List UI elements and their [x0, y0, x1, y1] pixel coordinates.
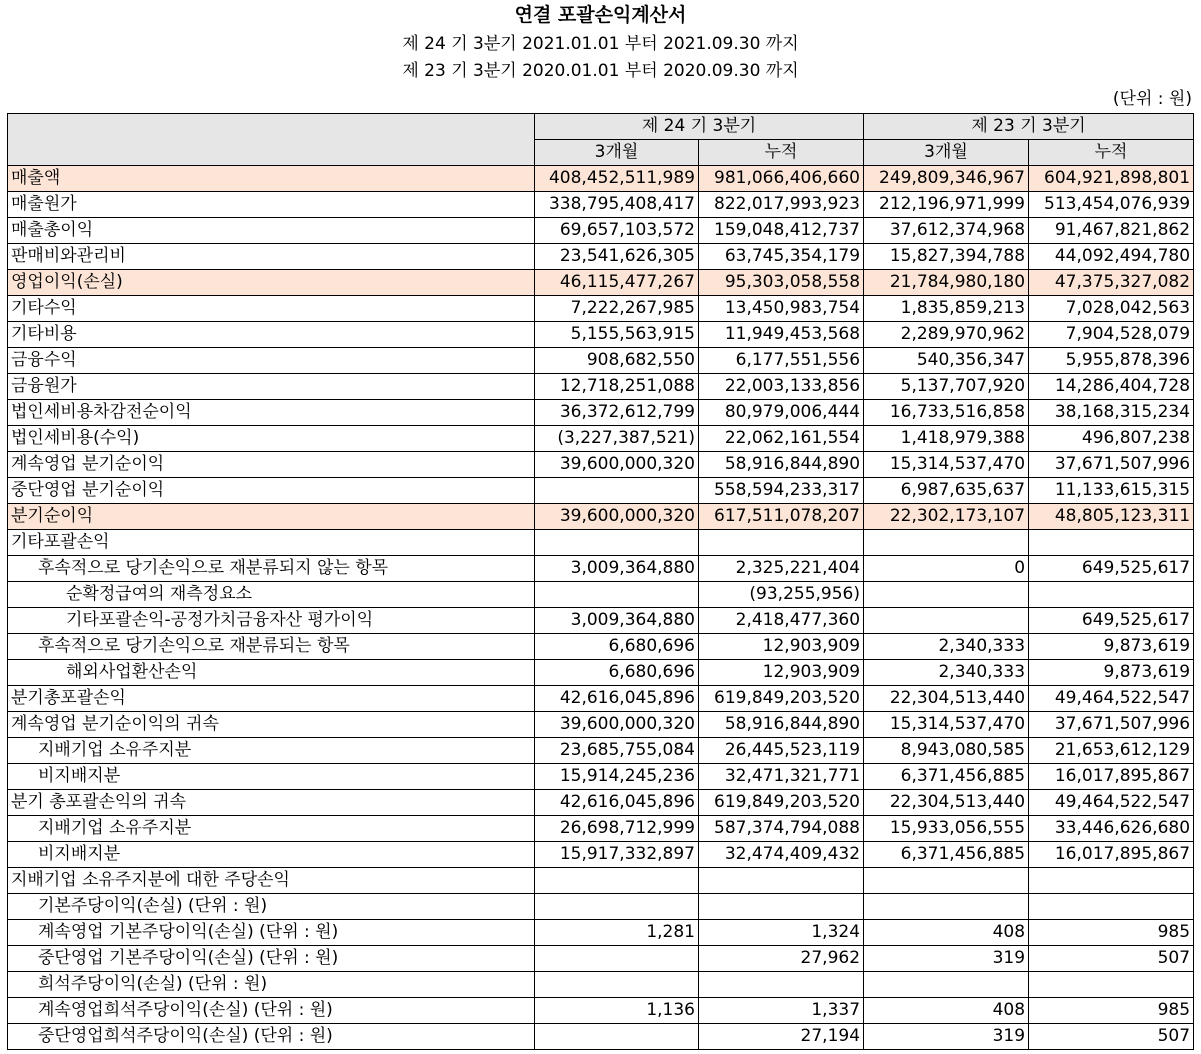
row-label: 중단영업 분기순이익 [8, 478, 535, 504]
row-value: 507 [1029, 1024, 1194, 1050]
row-value: 48,805,123,311 [1029, 504, 1194, 530]
row-label: 후속적으로 당기손익으로 재분류되는 항목 [8, 634, 535, 660]
row-value: 95,303,058,558 [699, 270, 864, 296]
row-value: 6,680,696 [535, 660, 699, 686]
row-value: 1,337 [699, 998, 864, 1024]
row-value: (3,227,387,521) [535, 426, 699, 452]
row-value [699, 972, 864, 998]
row-value: 11,133,615,315 [1029, 478, 1194, 504]
row-value [535, 478, 699, 504]
table-row [8, 790, 1194, 816]
row-value: 15,933,056,555 [864, 816, 1029, 842]
row-value: 587,374,794,088 [699, 816, 864, 842]
row-value: 21,653,612,129 [1029, 738, 1194, 764]
table-row [8, 686, 1194, 712]
row-value: 6,987,635,637 [864, 478, 1029, 504]
table-row [8, 738, 1194, 764]
row-label: 기타포괄손익-공정가치금융자산 평가이익 [8, 608, 535, 634]
table-row [8, 946, 1194, 972]
header-sub-prior-cumulative: 누적 [1029, 140, 1194, 166]
header-sub-prior-3m: 3개월 [864, 140, 1029, 166]
row-value: 38,168,315,234 [1029, 400, 1194, 426]
row-value: 15,914,245,236 [535, 764, 699, 790]
row-value [864, 608, 1029, 634]
row-value: 249,809,346,967 [864, 166, 1029, 192]
table-row [8, 218, 1194, 244]
row-value: 22,302,173,107 [864, 504, 1029, 530]
row-value: 3,009,364,880 [535, 556, 699, 582]
row-value: 15,827,394,788 [864, 244, 1029, 270]
row-value: 6,371,456,885 [864, 842, 1029, 868]
row-value: 617,511,078,207 [699, 504, 864, 530]
row-value: 16,017,895,867 [1029, 842, 1194, 868]
row-value: 319 [864, 1024, 1029, 1050]
table-row [8, 998, 1194, 1024]
row-value [535, 894, 699, 920]
row-value: 44,092,494,780 [1029, 244, 1194, 270]
table-row [8, 530, 1194, 556]
table-row [8, 920, 1194, 946]
row-value: 558,594,233,317 [699, 478, 864, 504]
header-blank [8, 114, 535, 166]
row-label: 금융수익 [8, 348, 535, 374]
row-value [699, 868, 864, 894]
row-label: 매출총이익 [8, 218, 535, 244]
row-label: 후속적으로 당기손익으로 재분류되지 않는 항목 [8, 556, 535, 582]
row-value: 1,324 [699, 920, 864, 946]
row-value: 22,062,161,554 [699, 426, 864, 452]
document-title: 연결 포괄손익계산서 [514, 4, 687, 26]
row-value [535, 582, 699, 608]
row-value: 5,955,878,396 [1029, 348, 1194, 374]
row-label: 영업이익(손실) [8, 270, 535, 296]
row-value [535, 530, 699, 556]
row-value: 5,137,707,920 [864, 374, 1029, 400]
row-value: 2,340,333 [864, 660, 1029, 686]
row-value: 22,003,133,856 [699, 374, 864, 400]
row-value: 7,904,528,079 [1029, 322, 1194, 348]
row-value: 985 [1029, 920, 1194, 946]
row-value: 39,600,000,320 [535, 712, 699, 738]
row-label: 비지배지분 [8, 842, 535, 868]
table-row [8, 764, 1194, 790]
row-value: 16,733,516,858 [864, 400, 1029, 426]
row-label: 기타수익 [8, 296, 535, 322]
header-row-period [8, 114, 1194, 140]
row-value: 26,698,712,999 [535, 816, 699, 842]
header-prior-period: 제 23 기 3분기 [864, 114, 1194, 140]
row-value: 981,066,406,660 [699, 166, 864, 192]
row-value: 47,375,327,082 [1029, 270, 1194, 296]
unit-note: (단위 : 원) [1112, 89, 1192, 109]
row-label: 지배기업 소유주지분 [8, 738, 535, 764]
row-value: 649,525,617 [1029, 556, 1194, 582]
row-label: 중단영업희석주당이익(손실) (단위 : 원) [8, 1024, 535, 1050]
row-value: 619,849,203,520 [699, 686, 864, 712]
table-row [8, 426, 1194, 452]
table-row [8, 556, 1194, 582]
table-row [8, 374, 1194, 400]
row-value: 985 [1029, 998, 1194, 1024]
row-value: 7,222,267,985 [535, 296, 699, 322]
row-value [864, 868, 1029, 894]
row-label: 분기순이익 [8, 504, 535, 530]
row-value: 27,962 [699, 946, 864, 972]
row-value: 27,194 [699, 1024, 864, 1050]
row-value: (93,255,956) [699, 582, 864, 608]
row-value [535, 1024, 699, 1050]
table-row [8, 296, 1194, 322]
row-value: 21,784,980,180 [864, 270, 1029, 296]
table-row [8, 1024, 1194, 1050]
row-value: 49,464,522,547 [1029, 686, 1194, 712]
row-value: 908,682,550 [535, 348, 699, 374]
row-label: 순확정급여의 재측정요소 [8, 582, 535, 608]
row-value: 2,325,221,404 [699, 556, 864, 582]
table-row [8, 504, 1194, 530]
row-value: 80,979,006,444 [699, 400, 864, 426]
row-value: 37,612,374,968 [864, 218, 1029, 244]
row-value: 513,454,076,939 [1029, 192, 1194, 218]
row-value: 39,600,000,320 [535, 504, 699, 530]
table-row [8, 244, 1194, 270]
table-row [8, 348, 1194, 374]
row-label: 기타비용 [8, 322, 535, 348]
row-label: 매출원가 [8, 192, 535, 218]
table-row [8, 868, 1194, 894]
row-value [699, 530, 864, 556]
table-row [8, 894, 1194, 920]
row-value: 2,340,333 [864, 634, 1029, 660]
row-value: 3,009,364,880 [535, 608, 699, 634]
row-value: 822,017,993,923 [699, 192, 864, 218]
row-label: 금융원가 [8, 374, 535, 400]
row-value [535, 972, 699, 998]
row-label: 희석주당이익(손실) (단위 : 원) [8, 972, 535, 998]
row-value: 408 [864, 998, 1029, 1024]
row-label: 비지배지분 [8, 764, 535, 790]
row-value: 649,525,617 [1029, 608, 1194, 634]
row-value [864, 972, 1029, 998]
row-value: 33,446,626,680 [1029, 816, 1194, 842]
row-value: 408 [864, 920, 1029, 946]
row-label: 지배기업 소유주지분에 대한 주당손익 [8, 868, 535, 894]
row-value: 91,467,821,862 [1029, 218, 1194, 244]
row-value: 9,873,619 [1029, 634, 1194, 660]
row-label: 매출액 [8, 166, 535, 192]
row-value: 0 [864, 556, 1029, 582]
row-value: 1,418,979,388 [864, 426, 1029, 452]
row-value: 604,921,898,801 [1029, 166, 1194, 192]
row-value: 37,671,507,996 [1029, 452, 1194, 478]
row-value: 6,177,551,556 [699, 348, 864, 374]
row-value: 58,916,844,890 [699, 452, 864, 478]
row-value: 6,371,456,885 [864, 764, 1029, 790]
row-value: 6,680,696 [535, 634, 699, 660]
row-value: 32,474,409,432 [699, 842, 864, 868]
row-value: 1,136 [535, 998, 699, 1024]
table-row [8, 842, 1194, 868]
row-value: 1,281 [535, 920, 699, 946]
row-value: 58,916,844,890 [699, 712, 864, 738]
table-row [8, 166, 1194, 192]
row-value: 14,286,404,728 [1029, 374, 1194, 400]
row-value: 23,541,626,305 [535, 244, 699, 270]
row-label: 기타포괄손익 [8, 530, 535, 556]
table-row [8, 582, 1194, 608]
table-row [8, 712, 1194, 738]
row-label: 지배기업 소유주지분 [8, 816, 535, 842]
row-value: 1,835,859,213 [864, 296, 1029, 322]
row-value [1029, 894, 1194, 920]
row-value: 159,048,412,737 [699, 218, 864, 244]
row-value: 49,464,522,547 [1029, 790, 1194, 816]
row-value: 12,903,909 [699, 634, 864, 660]
row-value: 540,356,347 [864, 348, 1029, 374]
row-value: 69,657,103,572 [535, 218, 699, 244]
row-value [535, 868, 699, 894]
row-value: 26,445,523,119 [699, 738, 864, 764]
row-value: 12,903,909 [699, 660, 864, 686]
row-label: 계속영업 분기순이익 [8, 452, 535, 478]
row-value: 7,028,042,563 [1029, 296, 1194, 322]
row-label: 계속영업 분기순이익의 귀속 [8, 712, 535, 738]
row-value: 338,795,408,417 [535, 192, 699, 218]
income-statement-table [7, 113, 1194, 1050]
row-value [699, 894, 864, 920]
table-row [8, 452, 1194, 478]
table-row [8, 816, 1194, 842]
row-value: 32,471,321,771 [699, 764, 864, 790]
row-value: 15,314,537,470 [864, 712, 1029, 738]
header-sub-current-cumulative: 누적 [699, 140, 864, 166]
table-row [8, 192, 1194, 218]
header-current-period: 제 24 기 3분기 [535, 114, 864, 140]
header-sub-current-3m: 3개월 [535, 140, 699, 166]
row-value: 9,873,619 [1029, 660, 1194, 686]
period-prior: 제 23 기 3분기 2020.01.01 부터 2020.09.30 까지 [402, 61, 799, 81]
row-value: 39,600,000,320 [535, 452, 699, 478]
period-current: 제 24 기 3분기 2021.01.01 부터 2021.09.30 까지 [402, 34, 799, 54]
row-label: 계속영업희석주당이익(손실) (단위 : 원) [8, 998, 535, 1024]
row-value [864, 582, 1029, 608]
row-value: 2,418,477,360 [699, 608, 864, 634]
row-label: 분기총포괄손익 [8, 686, 535, 712]
row-value: 23,685,755,084 [535, 738, 699, 764]
row-value: 2,289,970,962 [864, 322, 1029, 348]
row-value: 22,304,513,440 [864, 790, 1029, 816]
table-row [8, 972, 1194, 998]
row-value: 37,671,507,996 [1029, 712, 1194, 738]
row-value [1029, 972, 1194, 998]
row-value: 507 [1029, 946, 1194, 972]
row-value: 42,616,045,896 [535, 790, 699, 816]
row-value: 496,807,238 [1029, 426, 1194, 452]
row-label: 해외사업환산손익 [8, 660, 535, 686]
row-value: 22,304,513,440 [864, 686, 1029, 712]
table-row [8, 608, 1194, 634]
row-value: 42,616,045,896 [535, 686, 699, 712]
row-label: 법인세비용차감전순이익 [8, 400, 535, 426]
row-label: 계속영업 기본주당이익(손실) (단위 : 원) [8, 920, 535, 946]
row-value: 5,155,563,915 [535, 322, 699, 348]
table-row [8, 478, 1194, 504]
row-value: 36,372,612,799 [535, 400, 699, 426]
row-value: 16,017,895,867 [1029, 764, 1194, 790]
row-value [1029, 868, 1194, 894]
row-value: 319 [864, 946, 1029, 972]
row-value: 15,314,537,470 [864, 452, 1029, 478]
row-value [1029, 582, 1194, 608]
row-value [864, 530, 1029, 556]
row-value: 212,196,971,999 [864, 192, 1029, 218]
row-value: 408,452,511,989 [535, 166, 699, 192]
row-value: 619,849,203,520 [699, 790, 864, 816]
row-value: 8,943,080,585 [864, 738, 1029, 764]
row-label: 법인세비용(수익) [8, 426, 535, 452]
row-value [864, 894, 1029, 920]
table-row [8, 660, 1194, 686]
row-value [535, 946, 699, 972]
row-value: 15,917,332,897 [535, 842, 699, 868]
table-row [8, 270, 1194, 296]
row-value: 46,115,477,267 [535, 270, 699, 296]
row-value: 63,745,354,179 [699, 244, 864, 270]
row-label: 판매비와관리비 [8, 244, 535, 270]
row-label: 중단영업 기본주당이익(손실) (단위 : 원) [8, 946, 535, 972]
row-label: 기본주당이익(손실) (단위 : 원) [8, 894, 535, 920]
table-row [8, 634, 1194, 660]
table-row [8, 400, 1194, 426]
row-value: 13,450,983,754 [699, 296, 864, 322]
row-label: 분기 총포괄손익의 귀속 [8, 790, 535, 816]
row-value: 12,718,251,088 [535, 374, 699, 400]
row-value: 11,949,453,568 [699, 322, 864, 348]
table-row [8, 322, 1194, 348]
row-value [1029, 530, 1194, 556]
